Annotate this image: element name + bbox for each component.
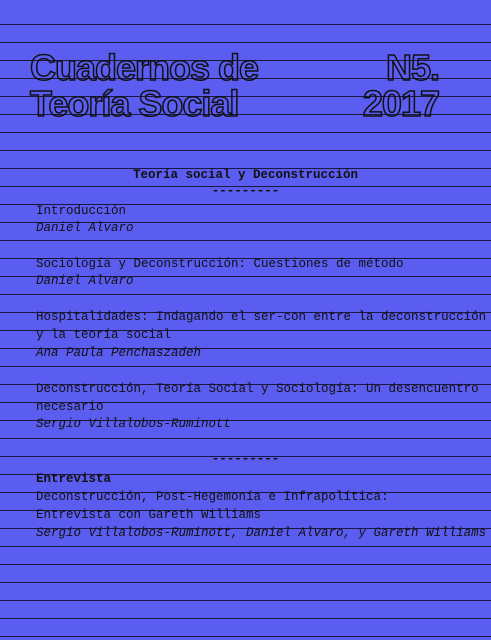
journal-title-line1: Cuadernos de	[30, 47, 259, 88]
issue-block	[362, 47, 439, 124]
interview-authors: Sergio Villalobos-Ruminott, Daniel Alvaro, y Gareth Williams	[36, 526, 487, 540]
masthead	[30, 47, 439, 132]
article-1-title[interactable]: Introducción	[36, 204, 127, 218]
article-3-title[interactable]: Hospitalidades: Indagando el ser-con entre la deconstrucción	[36, 310, 487, 324]
article-4-title[interactable]: Deconstrucción, Teoría Social y Sociología: Un desencuentro	[36, 382, 479, 396]
article-1-author: Daniel Alvaro	[36, 221, 134, 235]
article-3-author: Ana Paula Penchaszadeh	[36, 346, 202, 360]
separator-top: ---------	[211, 184, 280, 198]
interview-title-cont[interactable]: Entrevista con Gareth Williams	[36, 508, 262, 522]
article-2-author: Daniel Alvaro	[36, 274, 134, 288]
interview-label: Entrevista	[36, 472, 112, 486]
journal-title-line2: Teoría Social	[30, 83, 239, 124]
interview-title[interactable]: Deconstrucción, Post-Hegemonía e Infrapolítica:	[36, 490, 389, 504]
article-3-title-cont[interactable]: y la teoría social	[36, 328, 172, 342]
issue-number: N5.	[385, 47, 439, 88]
journal-title	[30, 47, 259, 124]
article-4-author: Sergio Villalobos-Ruminott	[36, 417, 232, 431]
article-2-title[interactable]: Sociología y Deconstrucción: Cuestiones de método	[36, 257, 404, 271]
separator-bottom: ---------	[211, 452, 280, 466]
issue-year: 2017	[362, 83, 439, 124]
section-title: Teoría social y Deconstrucción	[132, 168, 359, 182]
article-4-title-cont[interactable]: necesario	[36, 400, 104, 414]
